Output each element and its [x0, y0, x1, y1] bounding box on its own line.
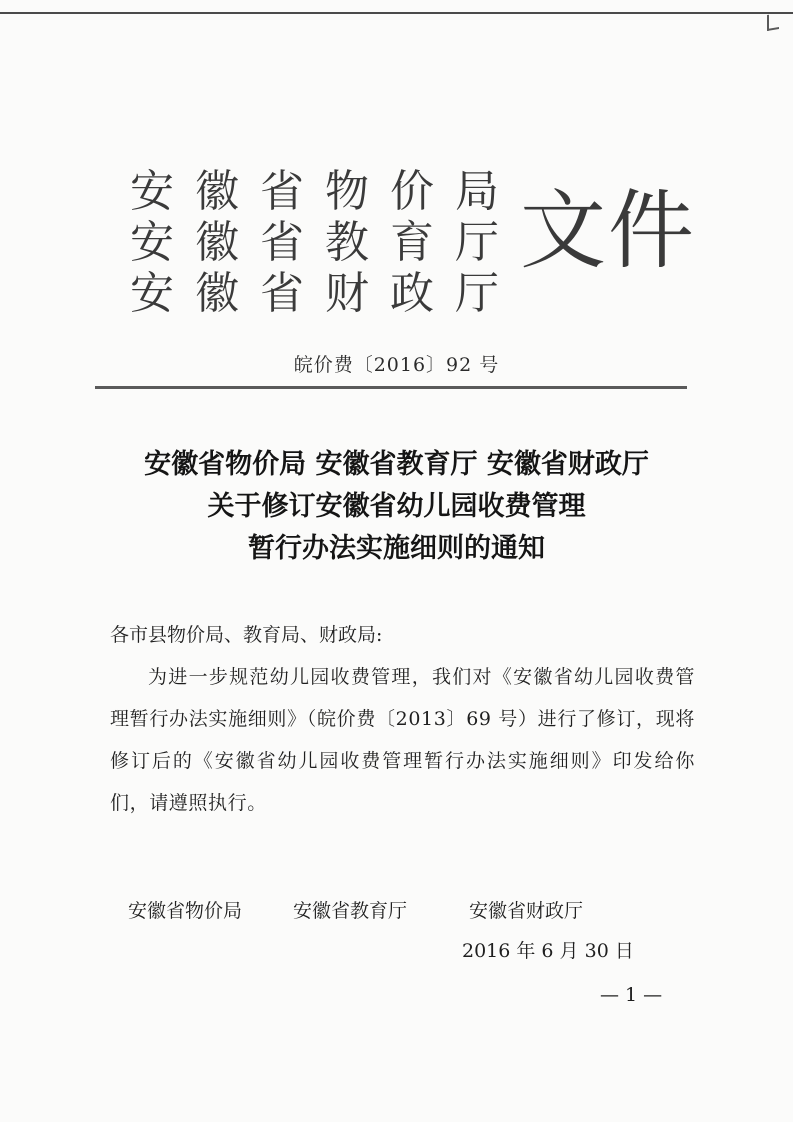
issue-date: 2016 年 6 月 30 日	[462, 940, 634, 962]
signatory-education-dept: 安徽省教育厅	[293, 900, 408, 922]
signatory-price-bureau: 安徽省物价局	[128, 900, 243, 922]
title-line-3: 暂行办法实施细则的通知	[248, 533, 545, 564]
title-line-1: 安徽省物价局 安徽省教育厅 安徽省财政厅	[144, 449, 649, 480]
issuer-line-price-bureau: 安徽省物价局	[130, 166, 520, 217]
notice-title	[0, 444, 793, 570]
header-divider	[95, 386, 687, 389]
document-type-label: 文件	[520, 181, 696, 281]
issuer-line-finance-dept: 安徽省财政厅	[130, 268, 520, 319]
signatories	[128, 896, 688, 926]
notice-body	[110, 614, 695, 824]
scan-corner-mark	[767, 13, 779, 31]
issuer-line-education-dept: 安徽省教育厅	[130, 217, 520, 268]
issuer-block	[130, 166, 520, 319]
page-number: — 1 —	[600, 984, 663, 1006]
salutation: 各市县物价局、教育局、财政局:	[110, 624, 383, 646]
signatory-finance-dept: 安徽省财政厅	[469, 900, 584, 922]
title-line-2: 关于修订安徽省幼儿园收费管理	[207, 491, 586, 522]
body-paragraph: 为进一步规范幼儿园收费管理，我们对《安徽省幼儿园收费管理暂行办法实施细则》（皖价费〔2013〕69 号）进行了修订，现将修订后的《安徽省幼儿园收费管理暂行办法实施细则》印发给你们，请遵照执行。	[110, 666, 695, 814]
scan-edge-line	[0, 12, 793, 14]
document-number: 皖价费〔2016〕92 号	[293, 354, 500, 376]
